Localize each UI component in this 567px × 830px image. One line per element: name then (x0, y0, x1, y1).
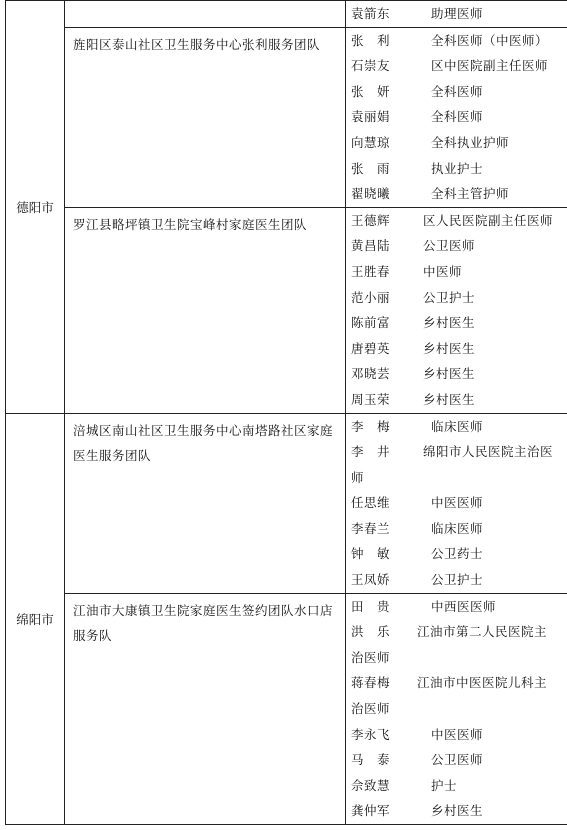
member-role: 公卫医师 (423, 238, 476, 254)
member-name: 李春兰 (351, 520, 391, 536)
member-role: 中医师 (423, 263, 463, 279)
team-roster-table (5, 0, 567, 825)
team-name-cell: 罗江县略坪镇卫生院宝峰村家庭医生团队 (65, 207, 346, 413)
member-role: 绵阳市人民医院主治医 (423, 444, 554, 460)
member-name: 龚仲军 (351, 803, 391, 819)
member-role: 中医医师 (431, 495, 484, 511)
team-name-cell: 涪城区南山社区卫生服务中心南塔路社区家庭医生服务团队 (65, 413, 346, 593)
member-role: 乡村医生 (423, 391, 476, 407)
table-row (6, 1, 567, 28)
member-entry (351, 439, 567, 490)
table-row (6, 593, 567, 824)
member-role-continued: 治医师 (351, 649, 391, 665)
member-name: 张 雨 (351, 160, 391, 176)
member-role: 公卫药士 (431, 546, 484, 562)
table-row (6, 27, 567, 207)
member-name: 邓晓芸 (351, 366, 391, 382)
table-row (6, 413, 567, 593)
member-name: 王胜春 (351, 263, 391, 279)
member-name: 佘致慧 (351, 777, 391, 793)
member-name: 张 妍 (351, 83, 391, 99)
member-name: 翟晓曦 (351, 186, 391, 202)
member-name: 袁箭东 (351, 6, 391, 21)
member-name: 钟 敏 (351, 546, 391, 562)
members-cell (346, 27, 567, 207)
member-name: 黄昌陆 (351, 238, 391, 254)
member-name: 马 泰 (351, 752, 391, 768)
member-role: 区中医院副主任医师 (431, 58, 549, 74)
member-entry (351, 619, 567, 670)
member-name: 周玉荣 (351, 391, 391, 407)
member-role: 全科主管护师 (431, 186, 510, 202)
member-name: 袁丽娟 (351, 109, 391, 125)
member-role: 区人民医院副主任医师 (423, 212, 554, 228)
member-role-continued: 师 (351, 469, 365, 485)
member-entry (351, 722, 567, 748)
member-entry (351, 567, 567, 593)
member-name: 范小丽 (351, 289, 391, 305)
member-entry (351, 310, 567, 336)
member-role: 江油市第二人民医院主 (417, 624, 548, 640)
member-entry (351, 233, 567, 259)
member-entry (351, 79, 567, 105)
member-role: 江油市中医医院儿科主 (417, 675, 548, 691)
member-name: 王凤娇 (351, 572, 391, 588)
member-name: 唐碧英 (351, 340, 391, 356)
member-entry (351, 798, 567, 824)
team-name-cell: 江油市大康镇卫生院家庭医生签约团队水口店服务队 (65, 593, 346, 824)
member-role: 乡村医生 (423, 340, 476, 356)
members-cell (346, 1, 567, 28)
member-entry (351, 361, 567, 387)
member-entry (351, 104, 567, 130)
member-name: 蒋春梅 (351, 675, 391, 691)
member-name: 陈前富 (351, 315, 391, 331)
member-entry (351, 208, 567, 234)
member-role: 全科医师 (431, 83, 484, 99)
member-entry (351, 336, 567, 362)
member-entry (351, 670, 567, 721)
member-entry (351, 490, 567, 516)
member-entry (351, 28, 567, 54)
member-name: 李 井 (351, 444, 391, 460)
member-entry (351, 387, 567, 413)
member-name: 张 利 (351, 32, 391, 48)
member-entry (351, 1, 567, 27)
member-name: 任思维 (351, 495, 391, 511)
member-entry (351, 414, 567, 440)
city-cell: 德阳市 (6, 1, 65, 414)
member-role: 助理医师 (431, 6, 484, 21)
member-entry (351, 541, 567, 567)
members-cell (346, 207, 567, 413)
member-role: 公卫护士 (423, 289, 476, 305)
member-role: 全科执业护师 (431, 134, 510, 150)
members-cell (346, 413, 567, 593)
member-role: 乡村医生 (423, 366, 476, 382)
member-entry (351, 285, 567, 311)
member-role: 乡村医生 (423, 315, 476, 331)
member-role: 中西医医师 (431, 598, 497, 614)
member-role: 临床医师 (431, 418, 484, 434)
member-entry (351, 259, 567, 285)
member-role: 全科医师（中医师） (431, 32, 549, 48)
member-role-continued: 治医师 (351, 701, 391, 717)
member-entry (351, 156, 567, 182)
member-name: 田 贵 (351, 598, 391, 614)
team-name-cell (65, 1, 346, 28)
member-entry (351, 53, 567, 79)
member-role: 中医医师 (431, 726, 484, 742)
member-entry (351, 773, 567, 799)
city-cell: 绵阳市 (6, 413, 65, 825)
member-name: 向慧琼 (351, 134, 391, 150)
member-entry (351, 130, 567, 156)
member-name: 李永飞 (351, 726, 391, 742)
member-name: 石崇友 (351, 58, 391, 74)
member-role: 执业护士 (431, 160, 484, 176)
table-row (6, 207, 567, 413)
member-role: 全科医师 (431, 109, 484, 125)
member-name: 李 梅 (351, 418, 391, 434)
member-role: 护士 (431, 777, 458, 793)
member-entry (351, 181, 567, 207)
members-cell (346, 593, 567, 824)
member-role: 公卫医师 (431, 752, 484, 768)
member-role: 临床医师 (431, 520, 484, 536)
member-role: 公卫护士 (431, 572, 484, 588)
member-name: 洪 乐 (351, 624, 391, 640)
member-entry (351, 594, 567, 620)
member-name: 王德辉 (351, 212, 391, 228)
member-entry (351, 747, 567, 773)
team-name-cell: 旌阳区泰山社区卫生服务中心张利服务团队 (65, 27, 346, 207)
roster-body (6, 1, 567, 825)
member-entry (351, 516, 567, 542)
member-role: 乡村医生 (431, 803, 484, 819)
